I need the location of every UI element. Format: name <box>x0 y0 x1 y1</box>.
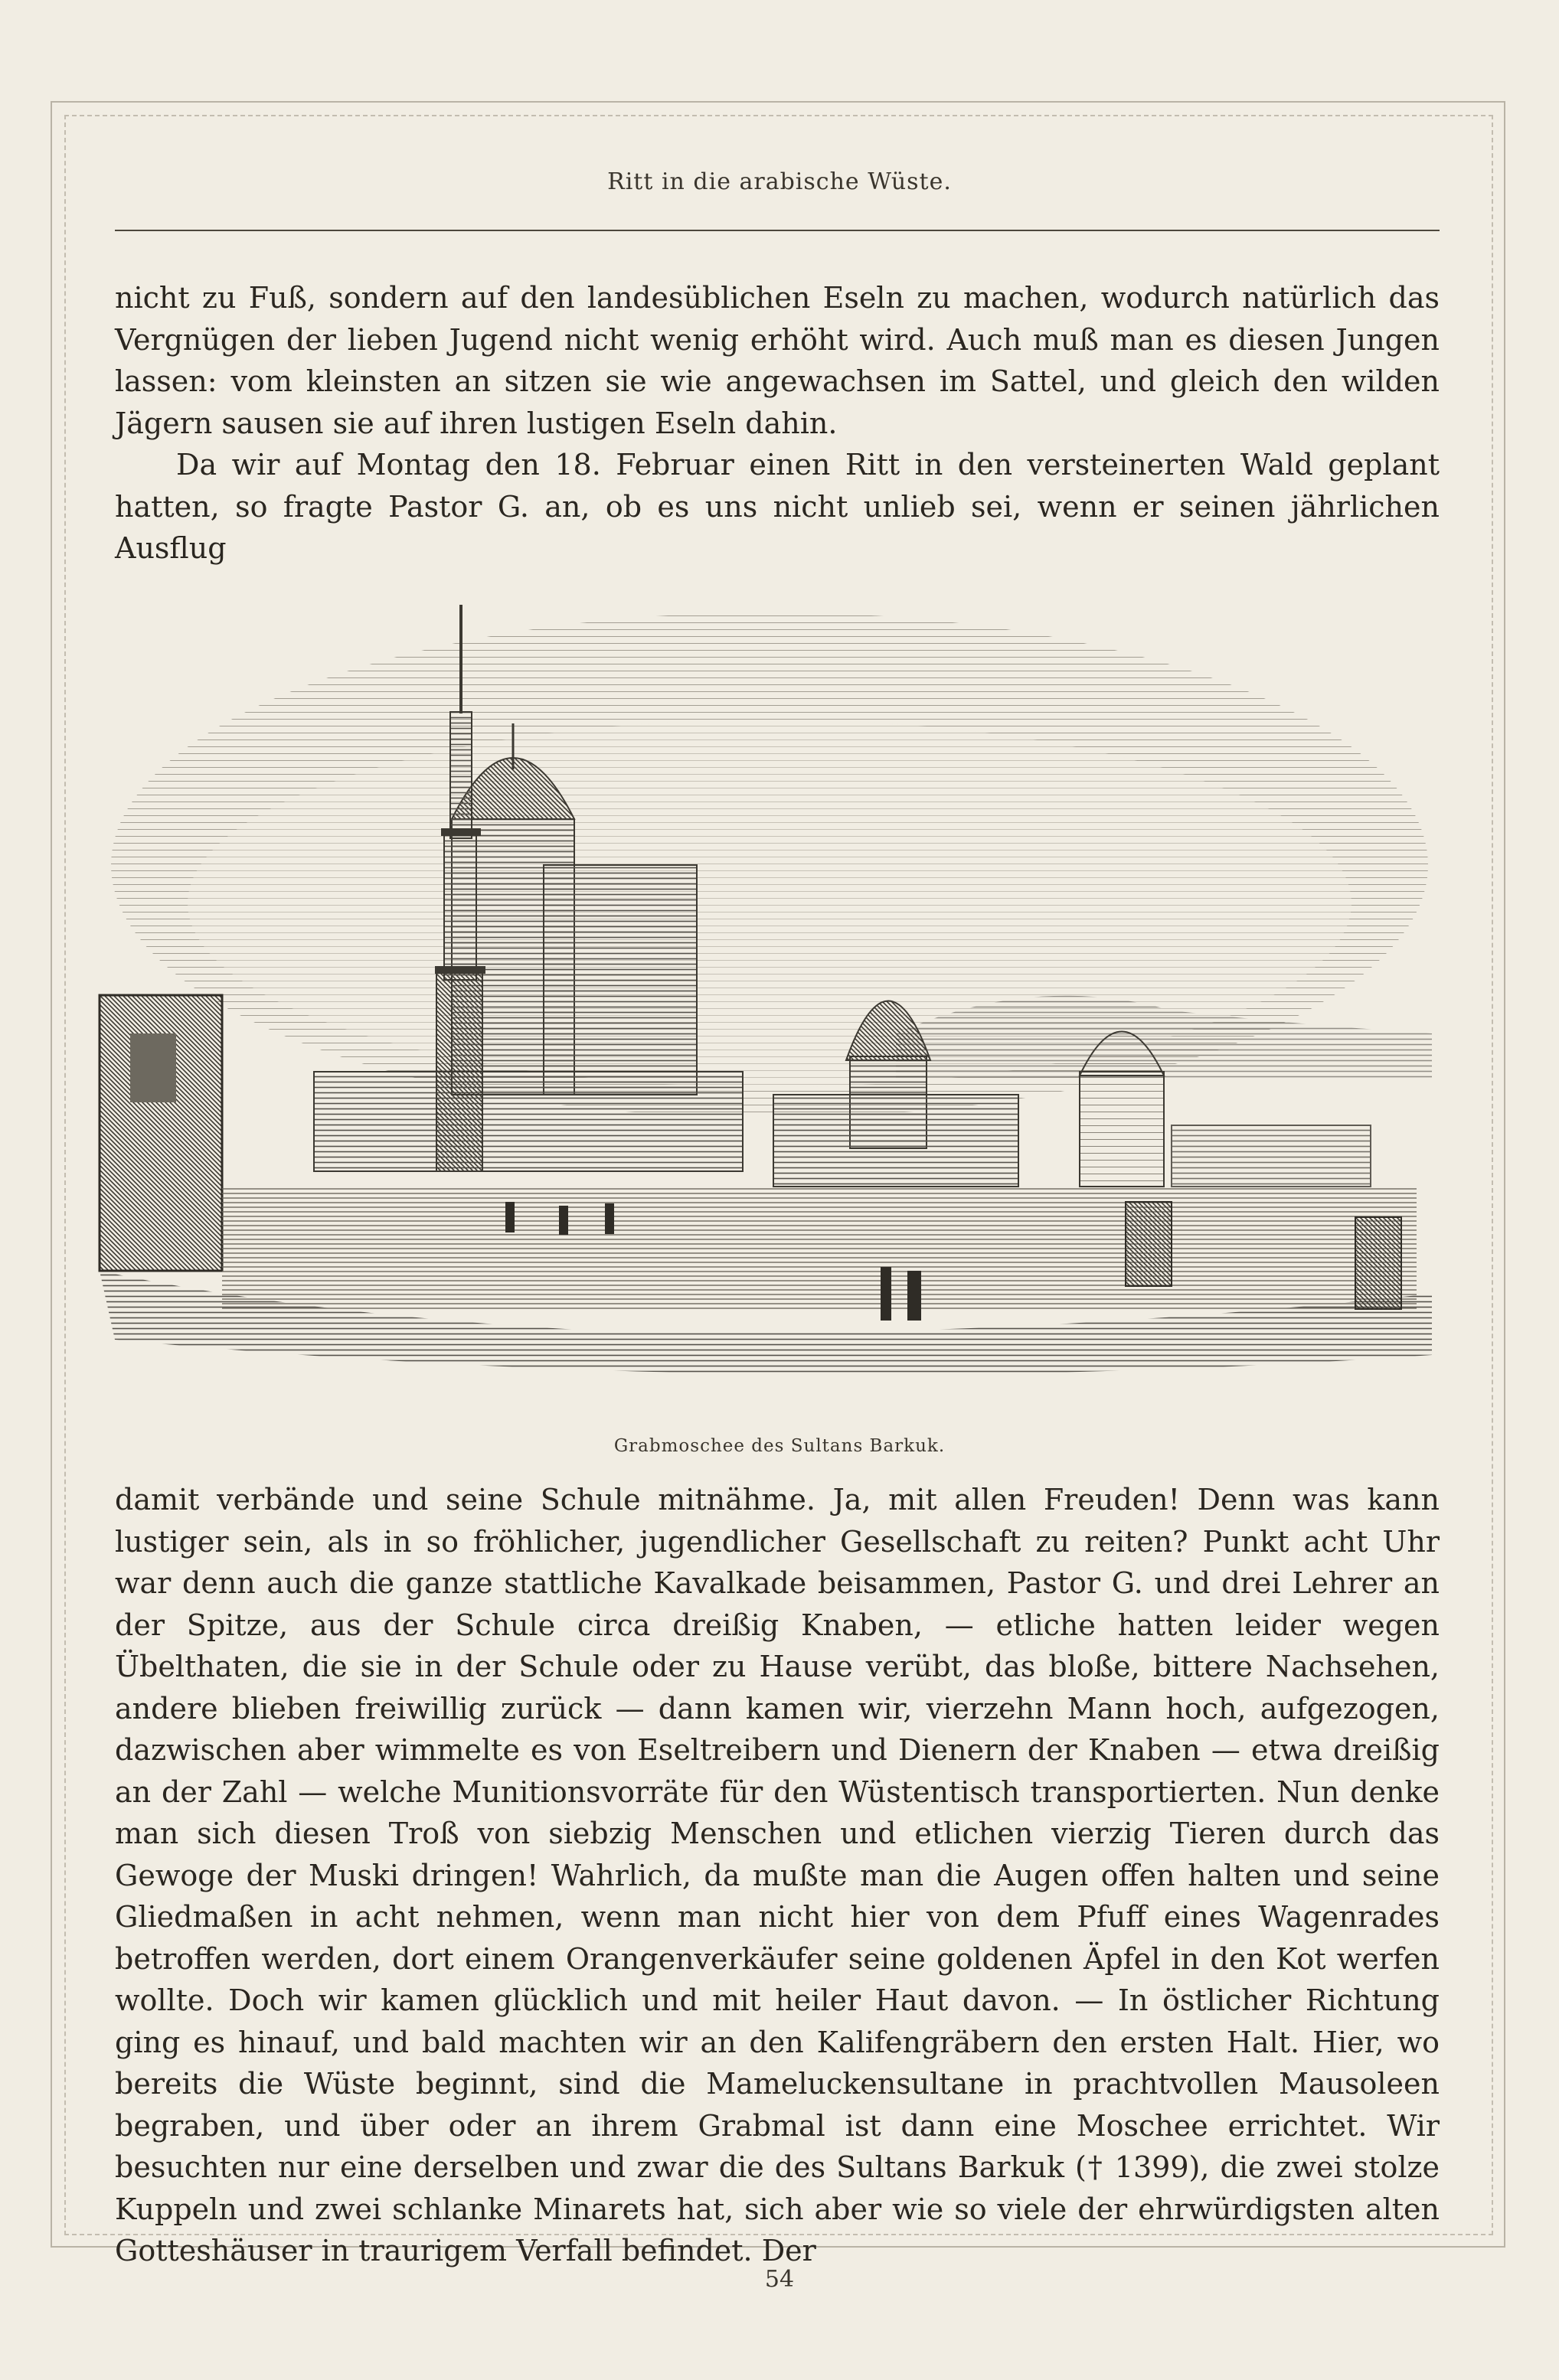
paragraph-main: damit verbände und seine Schule mitnähme. Ja, mit allen Freuden! Denn was kann lustiger sein, als in so fröhlicher, jugendlicher Gesellschaft zu reiten? Punkt acht Uhr war denn auch die ganze stattliche Kavalkade beisammen, Pastor G. und drei Lehrer an der Spitze, aus der Schule circa dreißig Knaben, — etliche hatten leider wegen Übelthaten, die sie in der Schule oder zu Hause verübt, das bloße, bittere Nachsehen, andere blieben freiwillig zurück — dann kamen wir, vierzehn Mann hoch, aufgezogen, dazwischen aber wimmelte es von Eseltreibern und Dienern der Knaben — etwa dreißig an der Zahl — welche Munitionsvorräte für den Wüstentisch transportierten. Nun denke man sich diesen Troß von siebzig Menschen und etlichen vierzig Tieren durch das Gewoge der Muski dringen! Wahrlich, da mußte man die Augen offen halten und seine Gliedmaßen in acht nehmen, wenn man nicht hier von dem Pfuff eines Wagenrades betroffen werden, dort einem Orangenverkäufer seine goldenen Äpfel in den Kot werfen wollte. Doch wir kamen glücklich und mit heiler Haut davon. — In östlicher Richtung ging es hinauf, und bald machten wir an den Kalifengräbern den ersten Halt. Hier, wo bereits die Wüste beginnt, sind die Mameluckensultane in prachtvollen Mausoleen begraben, und über oder an ihrem Grabmal ist dann eine Moschee errichtet. Wir besuchten nur eine derselben und zwar die des Sultans Barkuk († 1399), die zwei stolze Kuppeln und zwei schlanke Minarets hat, sich aber wie so viele der ehrwürdigsten alten Gotteshäuser in traurigem Verfall befindet. Der <box>115 1483 1440 2267</box>
page-number: 54 <box>764 2266 795 2293</box>
paragraph-excursion: Da wir auf Montag den 18. Februar einen Ritt in den versteinerten Wald geplant hatten, so fragte Pastor G. an, ob es uns nicht unlieb sei, wenn er seinen jährlichen Ausflug <box>115 448 1440 565</box>
paragraph-continuation: nicht zu Fuß, sondern auf den landesüblichen Eseln zu machen, wodurch natürlich das Vergnügen der lieben Jugend nicht wenig erhöht wird. Auch muß man es diesen Jungen lassen: vom kleinsten an sitzen sie wie angewachsen im Sattel, und gleich den wilden Jägern sausen sie auf ihren lustigen Eseln dahin. <box>115 281 1440 440</box>
running-head: Ritt in die arabische Wüste. <box>607 168 952 195</box>
text-block-bottom <box>115 1479 1440 2272</box>
header-rule <box>115 230 1440 231</box>
figure-caption: Grabmoschee des Sultans Barkuk. <box>613 1436 946 1456</box>
left-ruins <box>100 995 222 1271</box>
ground-plain <box>100 1187 1432 1375</box>
engraving-illustration <box>84 544 1455 1409</box>
text-block-top <box>115 277 1440 570</box>
